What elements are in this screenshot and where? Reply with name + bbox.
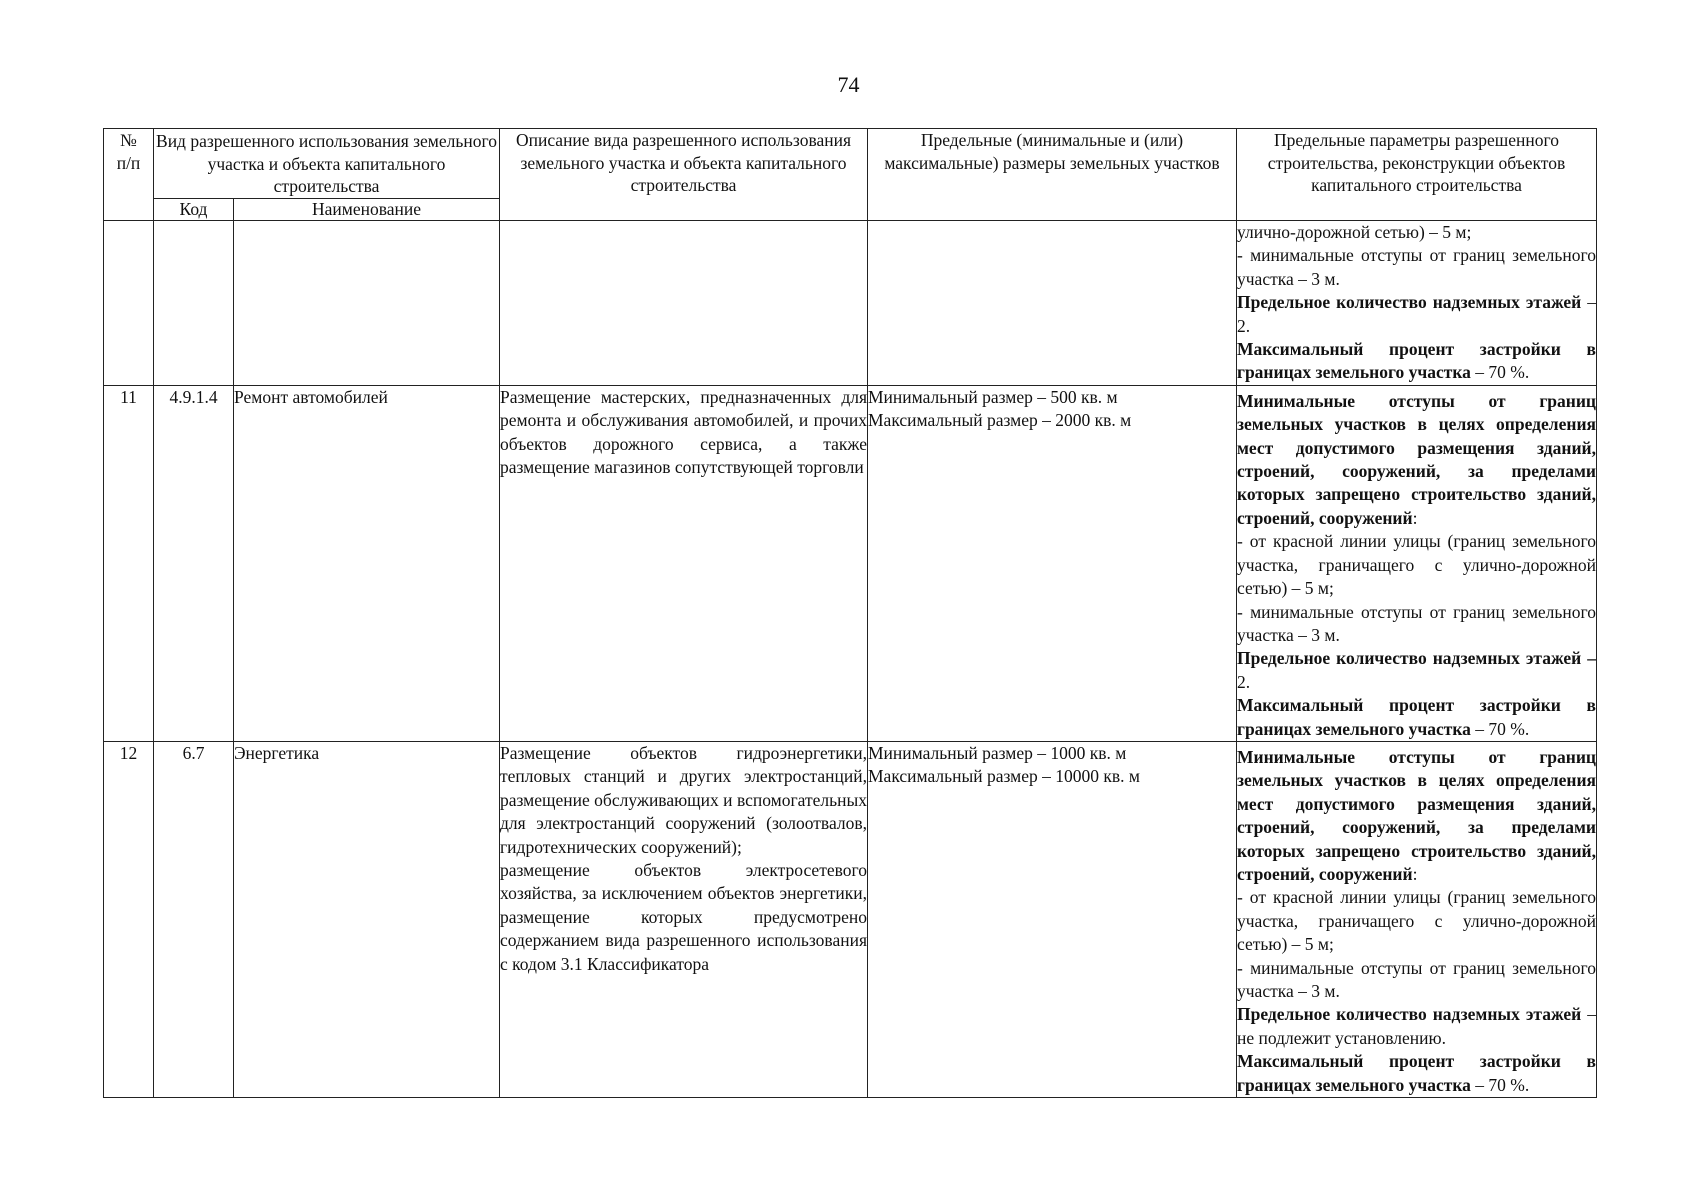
params-min-setback: - минимальные отступы от границ земельного участка – 3 м. xyxy=(1237,601,1596,645)
setback-label: Минимальные отступы от границ земельных участков в целях определения мест допустимого размещения зданий, строений, сооружений, за пределами которых запрещено строительство зданий, строений, сооружений xyxy=(1237,390,1596,528)
params-text: улично-дорожной сетью) – 5 м; xyxy=(1237,222,1472,242)
cell-sizes xyxy=(868,385,1237,741)
cell-code: 6.7 xyxy=(154,741,234,1097)
cell-name xyxy=(234,221,500,386)
params-coverage xyxy=(1237,694,1596,741)
cell-number: 11 xyxy=(104,385,154,741)
coverage-value: – 70 %. xyxy=(1470,1074,1530,1095)
floors-value: – 2. xyxy=(1237,292,1597,336)
table-header-row xyxy=(104,129,1597,199)
coverage-value: – 70 %. xyxy=(1470,362,1530,383)
params-red-line: - от красной линии улицы (границ земельного участка, граничащего с улично-дорожной сетью) – 5 м; xyxy=(1237,887,1596,955)
params-floors xyxy=(1237,1003,1596,1050)
table-row xyxy=(104,741,1597,1097)
setback-label: Минимальные отступы от границ земельных участков в целях определения мест допустимого размещения зданий, строений, сооружений, за пределами которых запрещено строительство зданий, строений, сооружений xyxy=(1237,746,1596,884)
params-text: - минимальные отступы от границ земельного участка – 3 м. xyxy=(1237,245,1596,289)
cell-number: 12 xyxy=(104,741,154,1097)
cell-params xyxy=(1237,385,1597,741)
min-size: Минимальный размер – 1000 кв. м xyxy=(868,742,1127,763)
table-row xyxy=(104,385,1597,741)
floors-label: Предельное количество надземных этажей xyxy=(1237,292,1582,313)
max-size: Максимальный размер – 10000 кв. м xyxy=(868,766,1140,787)
cell-description xyxy=(500,741,868,1097)
setback-end: : xyxy=(1412,863,1418,884)
land-use-table xyxy=(103,128,1597,1098)
params-min-setback: - минимальные отступы от границ земельного участка – 3 м. xyxy=(1237,957,1596,1001)
header-sizes: Предельные (минимальные и (или) максимальные) размеры земельных участков xyxy=(868,129,1237,221)
header-number: № п/п xyxy=(104,129,154,221)
header-params: Предельные параметры разрешенного строительства, реконструкции объектов капитального строительства xyxy=(1237,129,1597,221)
description-part-1: Размещение объектов гидроэнергетики, тепловых станций и других электростанций, размещение обслуживающих и вспомогательных для электростанций сооружений (золоотвалов, гидротехнических сооружений); xyxy=(500,742,867,857)
description-part-2: размещение объектов электросетевого хозяйства, за исключением объектов энергетики, размещение которых предусмотрено содержанием вида разрешенного использования с кодом 3.1 Классификатора xyxy=(500,859,867,974)
params-setbacks xyxy=(1237,746,1596,886)
coverage-label: Максимальный процент застройки в границах земельного участка xyxy=(1237,339,1596,383)
cell-name: Ремонт автомобилей xyxy=(234,385,500,741)
cell-params xyxy=(1237,741,1597,1097)
coverage-label: Максимальный процент застройки в границах земельного участка xyxy=(1237,1051,1596,1095)
cell-sizes xyxy=(868,741,1237,1097)
cell-code: 4.9.1.4 xyxy=(154,385,234,741)
params-red-line: - от красной линии улицы (границ земельного участка, граничащего с улично-дорожной сетью) – 5 м; xyxy=(1237,531,1596,599)
params-floors xyxy=(1237,291,1596,338)
setback-end: : xyxy=(1412,507,1418,528)
params-coverage xyxy=(1237,1050,1596,1097)
coverage-label: Максимальный процент застройки в границах земельного участка xyxy=(1237,695,1596,739)
coverage-value: – 70 %. xyxy=(1470,718,1530,739)
cell-sizes xyxy=(868,221,1237,386)
cell-params xyxy=(1237,221,1597,386)
cell-number xyxy=(104,221,154,386)
cell-name: Энергетика xyxy=(234,741,500,1097)
floors-label: Предельное количество надземных этажей – xyxy=(1237,648,1596,669)
floors-value: 2. xyxy=(1237,671,1251,692)
params-coverage xyxy=(1237,338,1596,385)
header-name: Наименование xyxy=(234,199,500,221)
table-row-continuation xyxy=(104,221,1597,386)
header-use-type: Вид разрешенного использования земельного участка и объекта капитального строительства xyxy=(154,129,500,199)
cell-code xyxy=(154,221,234,386)
params-floors xyxy=(1237,647,1596,694)
floors-value: – не подлежит установлению. xyxy=(1237,1004,1597,1048)
page-number: 74 xyxy=(837,72,860,97)
cell-description xyxy=(500,221,868,386)
params-setbacks xyxy=(1237,390,1596,530)
floors-label: Предельное количество надземных этажей xyxy=(1237,1004,1582,1025)
header-description: Описание вида разрешенного использования земельного участка и объекта капитального строительства xyxy=(500,129,868,221)
min-size: Минимальный размер – 500 кв. м xyxy=(868,386,1118,407)
max-size: Максимальный размер – 2000 кв. м xyxy=(868,410,1132,431)
header-code: Код xyxy=(154,199,234,221)
cell-description: Размещение мастерских, предназначенных для ремонта и обслуживания автомобилей, и прочих объектов дорожного сервиса, а также размещение магазинов сопутствующей торговли xyxy=(500,385,868,741)
